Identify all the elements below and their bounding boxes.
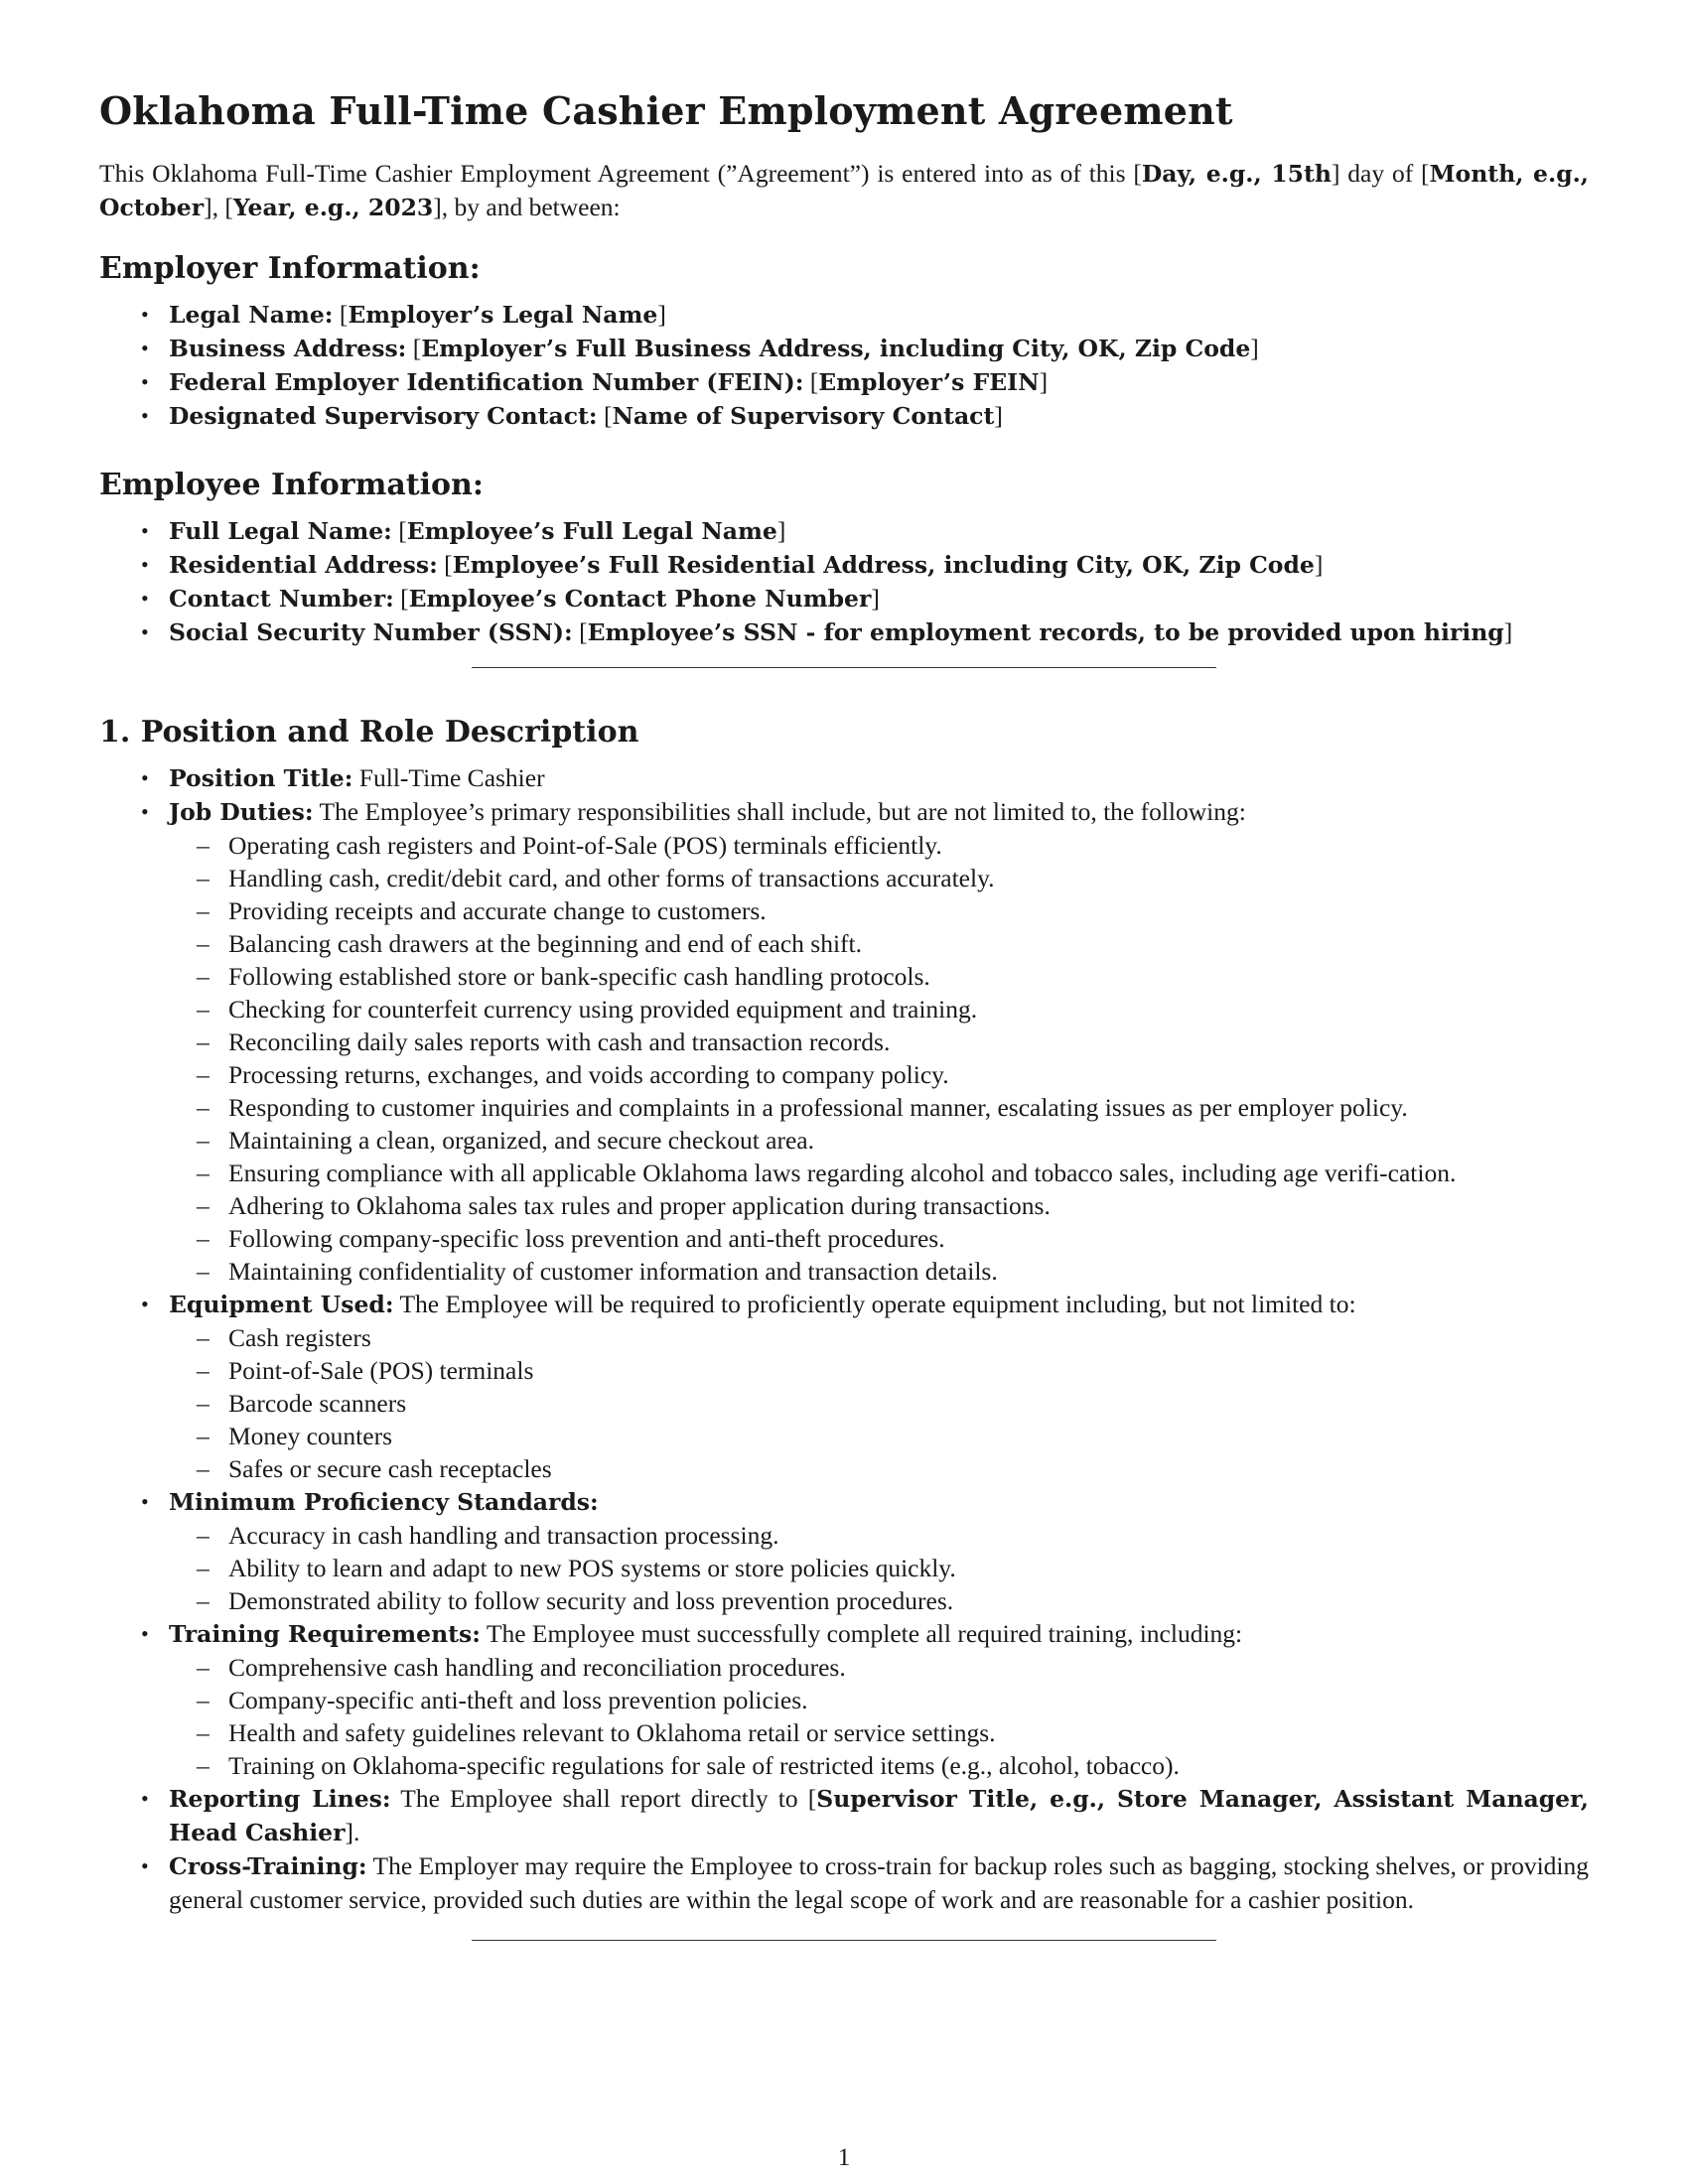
- field-label: Social Security Number (SSN):: [169, 618, 573, 646]
- item-value: Supervisor Title, e.g., Store Manager, Assistant Manager, Head Cashier: [169, 1785, 1589, 1846]
- field-label: Contact Number:: [169, 585, 394, 613]
- bullet-icon: •: [141, 369, 149, 394]
- list-item-text: Training on Oklahoma-specific regulations for sale of restricted items (e.g., alcohol, tobacco).: [228, 1751, 1180, 1780]
- section-1-list: [99, 761, 1589, 1916]
- list-item-text: Providing receipts and accurate change to customers.: [228, 896, 767, 925]
- reporting-item: [141, 1782, 1589, 1849]
- item-label: Cross-Training:: [169, 1852, 367, 1880]
- item-text: The Employee will be required to proficiently operate equipment including, but not limited to:: [399, 1290, 1356, 1318]
- document-title: Oklahoma Full-Time Cashier Employment Agreement: [99, 88, 1233, 133]
- dash-icon: –: [197, 1257, 210, 1286]
- list-item-text: Money counters: [228, 1422, 393, 1450]
- list-item: [197, 1058, 1589, 1091]
- list-item: [197, 1651, 1589, 1684]
- list-item: [197, 1222, 1589, 1255]
- bullet-icon: •: [141, 619, 149, 644]
- employee-heading: Employee Information:: [99, 468, 484, 502]
- bullet-icon: •: [141, 302, 149, 327]
- bullet-icon: •: [141, 403, 149, 428]
- list-item: [197, 1716, 1589, 1749]
- horizontal-rule: [472, 1940, 1216, 1941]
- bullet-icon: •: [141, 552, 149, 577]
- item-text: Full-Time Cashier: [358, 763, 545, 792]
- list-item: [197, 894, 1589, 927]
- list-item: [197, 829, 1589, 862]
- bullet-icon: •: [141, 336, 149, 360]
- list-item-text: Balancing cash drawers at the beginning and end of each shift.: [228, 929, 862, 958]
- bullet-icon: •: [141, 1292, 149, 1316]
- bullet-icon: •: [141, 518, 149, 543]
- dash-icon: –: [197, 1159, 210, 1187]
- list-item: • Contact Number: [Employee’s Contact Phone Number]: [141, 584, 880, 613]
- dash-icon: –: [197, 1323, 210, 1352]
- position-title-item: [141, 761, 1589, 795]
- list-item: [197, 960, 1589, 993]
- list-item: [197, 1321, 1589, 1354]
- dash-icon: –: [197, 1718, 210, 1747]
- dash-icon: –: [197, 1554, 210, 1582]
- list-item-text: Responding to customer inquiries and complaints in a professional manner, escalating issues as per employer policy.: [228, 1093, 1408, 1122]
- dash-icon: –: [197, 1586, 210, 1615]
- field-label: Federal Employer Identification Number (FEIN):: [169, 368, 804, 396]
- list-item: [197, 1354, 1589, 1387]
- field-label: Full Legal Name:: [169, 517, 392, 545]
- item-text: The Employee shall report directly to [: [400, 1784, 817, 1813]
- bullet-icon: •: [141, 1489, 149, 1514]
- list-item-text: Maintaining a clean, organized, and secure checkout area.: [228, 1126, 814, 1155]
- list-item: [197, 993, 1589, 1025]
- dash-icon: –: [197, 1093, 210, 1122]
- page-number: 1: [837, 2142, 851, 2171]
- field-value: Name of Supervisory Contact: [612, 402, 995, 430]
- section-1-heading: 1. Position and Role Description: [99, 715, 639, 750]
- field-label: Legal Name:: [169, 301, 334, 329]
- field-label: Designated Supervisory Contact:: [169, 402, 598, 430]
- list-item-text: Handling cash, credit/debit card, and other forms of transactions accurately.: [228, 864, 995, 892]
- intro-text-1: This Oklahoma Full-Time Cashier Employment Agreement (”Agreement”) is entered into as of this [: [99, 159, 1142, 188]
- intro-year: Year, e.g., 2023: [232, 194, 434, 221]
- dash-icon: –: [197, 995, 210, 1024]
- training-item: [141, 1617, 1589, 1782]
- dash-icon: –: [197, 1751, 210, 1780]
- field-value: Employer’s Full Business Address, including City, OK, Zip Code: [421, 335, 1251, 362]
- list-item-text: Cash registers: [228, 1323, 371, 1352]
- document-page: [99, 87, 1589, 1941]
- intro-text-2: ] day of [: [1331, 159, 1430, 188]
- training-list: [169, 1651, 1589, 1782]
- item-text: The Employee must successfully complete all required training, including:: [486, 1619, 1243, 1648]
- item-label: Position Title:: [169, 764, 353, 792]
- list-item: [197, 1552, 1589, 1584]
- intro-month: Month, e.g., October: [99, 160, 1589, 221]
- bullet-icon: •: [141, 586, 149, 611]
- dash-icon: –: [197, 831, 210, 860]
- list-item-text: Following company-specific loss prevention and anti-theft procedures.: [228, 1224, 945, 1253]
- list-item: [197, 1452, 1589, 1485]
- list-item: • Designated Supervisory Contact: [Name of Supervisory Contact]: [141, 401, 1003, 430]
- item-label: Training Requirements:: [169, 1620, 481, 1648]
- list-item-text: Ability to learn and adapt to new POS systems or store policies quickly.: [228, 1554, 956, 1582]
- item-text: The Employer may require the Employee to cross-train for backup roles such as bagging, stocking shelves, or providing general customer service, provided such duties are within the legal scope of work and are reasonable for a cashier position.: [169, 1851, 1589, 1914]
- list-item: [197, 1189, 1589, 1222]
- dash-icon: –: [197, 1521, 210, 1550]
- field-value: Employer’s Legal Name: [348, 301, 658, 329]
- list-item: [197, 1255, 1589, 1288]
- field-value: Employee’s Full Legal Name: [406, 517, 777, 545]
- item-text-end: ].: [345, 1818, 360, 1846]
- list-item: [197, 1749, 1589, 1782]
- list-item: • Legal Name: [Employer’s Legal Name]: [141, 300, 666, 329]
- list-item: [197, 1519, 1589, 1552]
- equipment-list: [169, 1321, 1589, 1485]
- list-item: [197, 1420, 1589, 1452]
- item-label: Reporting Lines:: [169, 1785, 391, 1813]
- employee-info-list: [99, 514, 1589, 649]
- dash-icon: –: [197, 1224, 210, 1253]
- dash-icon: –: [197, 1454, 210, 1483]
- list-item: • Social Security Number (SSN): [Employee’s SSN - for employment records, to be provided upon hiring]: [141, 617, 1513, 646]
- list-item-text: Barcode scanners: [228, 1389, 407, 1418]
- dash-icon: –: [197, 962, 210, 991]
- bullet-icon: •: [141, 1853, 149, 1878]
- employer-info-list: [99, 298, 1589, 433]
- job-duties-item: [141, 795, 1589, 1288]
- intro-text-4: ], by and between:: [433, 193, 621, 221]
- job-duties-list: [169, 829, 1589, 1288]
- intro-day: Day, e.g., 15th: [1141, 160, 1332, 188]
- item-label: Job Duties:: [169, 798, 314, 826]
- dash-icon: –: [197, 1191, 210, 1220]
- list-item: [197, 1684, 1589, 1716]
- dash-icon: –: [197, 864, 210, 892]
- dash-icon: –: [197, 1686, 210, 1714]
- list-item: • Full Legal Name: [Employee’s Full Legal Name]: [141, 516, 786, 545]
- item-label: Equipment Used:: [169, 1291, 394, 1318]
- equipment-item: [141, 1288, 1589, 1485]
- dash-icon: –: [197, 1126, 210, 1155]
- item-text: The Employee’s primary responsibilities shall include, but are not limited to, the following:: [319, 797, 1246, 826]
- bullet-icon: •: [141, 1786, 149, 1811]
- list-item-text: Operating cash registers and Point-of-Sale (POS) terminals efficiently.: [228, 831, 942, 860]
- list-item-text: Adhering to Oklahoma sales tax rules and proper application during transactions.: [228, 1191, 1051, 1220]
- field-value: Employer’s FEIN: [818, 368, 1040, 396]
- bullet-icon: •: [141, 1621, 149, 1646]
- employer-heading: Employer Information:: [99, 251, 481, 286]
- field-label: Residential Address:: [169, 551, 438, 579]
- list-item: [197, 1387, 1589, 1420]
- list-item-text: Comprehensive cash handling and reconciliation procedures.: [228, 1653, 846, 1682]
- list-item: [197, 1584, 1589, 1617]
- field-label: Business Address:: [169, 335, 407, 362]
- list-item: • Business Address: [Employer’s Full Business Address, including City, OK, Zip Code]: [141, 334, 1259, 362]
- dash-icon: –: [197, 896, 210, 925]
- dash-icon: –: [197, 1027, 210, 1056]
- list-item-text: Checking for counterfeit currency using provided equipment and training.: [228, 995, 978, 1024]
- item-label: Minimum Proficiency Standards:: [169, 1488, 599, 1516]
- list-item-text: Ensuring compliance with all applicable Oklahoma laws regarding alcohol and tobacco sales, including age verifi-cation.: [228, 1159, 1457, 1187]
- bullet-icon: •: [141, 799, 149, 824]
- field-value: Employee’s SSN - for employment records, to be provided upon hiring: [587, 618, 1504, 646]
- list-item: [197, 1091, 1589, 1124]
- list-item-text: Processing returns, exchanges, and voids according to company policy.: [228, 1060, 949, 1089]
- list-item-text: Demonstrated ability to follow security and loss prevention procedures.: [228, 1586, 954, 1615]
- list-item-text: Following established store or bank-specific cash handling protocols.: [228, 962, 930, 991]
- dash-icon: –: [197, 1653, 210, 1682]
- list-item: • Federal Employer Identification Number (FEIN): [Employer’s FEIN]: [141, 367, 1049, 396]
- dash-icon: –: [197, 1422, 210, 1450]
- dash-icon: –: [197, 1060, 210, 1089]
- list-item: [197, 927, 1589, 960]
- dash-icon: –: [197, 1356, 210, 1385]
- horizontal-rule: [472, 667, 1216, 668]
- list-item-text: Reconciling daily sales reports with cash and transaction records.: [228, 1027, 891, 1056]
- list-item-text: Health and safety guidelines relevant to Oklahoma retail or service settings.: [228, 1718, 996, 1747]
- intro-paragraph: [99, 157, 1589, 224]
- proficiency-list: [169, 1519, 1589, 1617]
- dash-icon: –: [197, 929, 210, 958]
- bullet-icon: •: [141, 765, 149, 790]
- list-item-text: Point-of-Sale (POS) terminals: [228, 1356, 534, 1385]
- proficiency-item: [141, 1485, 1589, 1617]
- list-item-text: Maintaining confidentiality of customer information and transaction details.: [228, 1257, 998, 1286]
- dash-icon: –: [197, 1389, 210, 1418]
- list-item: [197, 1025, 1589, 1058]
- list-item: [197, 1157, 1589, 1189]
- list-item: [197, 1124, 1589, 1157]
- cross-training-item: [141, 1849, 1589, 1916]
- list-item-text: Safes or secure cash receptacles: [228, 1454, 552, 1483]
- intro-text-3: ], [: [204, 193, 233, 221]
- list-item: [197, 862, 1589, 894]
- list-item-text: Accuracy in cash handling and transaction processing.: [228, 1521, 779, 1550]
- field-value: Employee’s Contact Phone Number: [408, 585, 872, 613]
- field-value: Employee’s Full Residential Address, including City, OK, Zip Code: [452, 551, 1315, 579]
- list-item: • Residential Address: [Employee’s Full Residential Address, including City, OK, Zip Code]: [141, 550, 1324, 579]
- list-item-text: Company-specific anti-theft and loss prevention policies.: [228, 1686, 808, 1714]
